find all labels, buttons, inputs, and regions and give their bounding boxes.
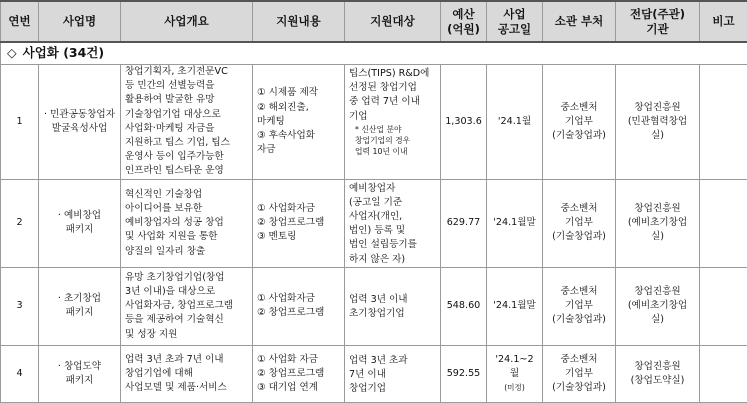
header-budget [441, 1, 487, 42]
bullet-icon: · [58, 210, 61, 221]
header-agency-line2: 기관 [616, 22, 699, 37]
target-line: 7년 이내 [349, 368, 436, 382]
managing-agency [616, 345, 700, 402]
header-notice-line2: 공고일 [487, 22, 542, 37]
budget-value: 592.55 [441, 345, 487, 402]
target-line: 하지 않은 자) [349, 253, 436, 267]
overview-line: 사업화·마케팅 자금을 [125, 122, 248, 136]
overview-line: 예비창업자의 성공 창업 [125, 216, 248, 230]
support-line: ① 시제품 제작 [257, 86, 340, 100]
bullet-icon: · [58, 361, 61, 372]
table-row [1, 65, 747, 180]
bullet-icon: · [44, 109, 47, 120]
agency-line: 창업진흥원 [616, 101, 699, 115]
ministry [543, 345, 616, 402]
diamond-icon: ◇ [7, 45, 17, 60]
overview-line: 사업모델 및 제품·서비스 [125, 381, 248, 395]
ministry-line: (기술창업과) [543, 381, 615, 395]
project-name [39, 179, 121, 267]
header-dept: 소관 부처 [543, 1, 616, 42]
table-row [1, 345, 747, 402]
target-note-line: 창업기업의 경우 [349, 135, 436, 146]
section-label: 사업화 (34건) [23, 45, 104, 60]
overview-line: 유망 초기창업기업(창업 [125, 271, 248, 285]
section-row [1, 42, 747, 65]
ministry-line: 중소벤처 [543, 202, 615, 216]
support-target [345, 179, 441, 267]
target-line: 선정된 창업기업 [349, 81, 436, 95]
row-number: 2 [1, 179, 39, 267]
target-line: 예비창업자 [349, 182, 436, 196]
agency-line: (예비초기창업 [616, 216, 699, 230]
target-line: 법인) 등록 및 [349, 224, 436, 238]
support-line: ③ 대기업 연계 [257, 381, 340, 395]
project-name-line [43, 209, 116, 223]
support-content [253, 65, 345, 180]
overview-line: 등을 제공하여 기술혁신 [125, 313, 248, 327]
overview-line: 인프라인 팁스타운 운영 [125, 164, 248, 178]
support-content [253, 179, 345, 267]
ministry-line: (기술창업과) [543, 230, 615, 244]
header-overview: 사업개요 [121, 1, 253, 42]
managing-agency [616, 179, 700, 267]
budget-value: 548.60 [441, 267, 487, 345]
project-overview [121, 267, 253, 345]
notice-line: 월 [487, 367, 542, 381]
ministry [543, 65, 616, 180]
header-no: 연번 [1, 1, 39, 42]
support-line: ① 사업화 자금 [257, 353, 340, 367]
managing-agency [616, 65, 700, 180]
overview-line: 업력 3년 초과 7년 이내 [125, 353, 248, 367]
target-line: 업력 3년 초과 [349, 354, 436, 368]
project-name-text: 초기창업 [64, 293, 101, 304]
overview-line: 운영사 등이 입주가능한 [125, 150, 248, 164]
notice-line: '24.1월말 [487, 216, 542, 230]
notice-line: '24.1월말 [487, 299, 542, 313]
target-line: 업력 3년 이내 [349, 293, 436, 307]
overview-line: 혁신적인 기술창업 [125, 188, 248, 202]
notice-line: '24.1~2 [487, 353, 542, 367]
project-name-line [43, 108, 116, 122]
target-line: 초기창업기업 [349, 307, 436, 321]
budget-value: 1,303.6 [441, 65, 487, 180]
project-name-line [43, 292, 116, 306]
ministry-line: 중소벤처 [543, 101, 615, 115]
ministry-line: (기술창업과) [543, 313, 615, 327]
overview-line: 창업기업에 대해 [125, 367, 248, 381]
target-line: 법인 설립등기를 [349, 238, 436, 252]
remarks [700, 345, 747, 402]
remarks [700, 179, 747, 267]
support-line: 자금 [257, 143, 340, 157]
row-number: 1 [1, 65, 39, 180]
overview-line: 및 성장 지원 [125, 328, 248, 342]
project-name-line: 발굴육성사업 [43, 122, 116, 136]
overview-line: 지원하고 팁스 기업, 팁스 [125, 136, 248, 150]
agency-line: 창업진흥원 [616, 285, 699, 299]
target-line: (공고일 기준 [349, 196, 436, 210]
overview-line: 아이디어를 보유한 [125, 202, 248, 216]
support-line: 마케팅 [257, 115, 340, 129]
notice-date [487, 65, 543, 180]
table-row [1, 179, 747, 267]
target-line: 사업자(개인, [349, 210, 436, 224]
project-name [39, 345, 121, 402]
target-line: 창업기업 [349, 382, 436, 396]
overview-line: 창업기획자, 초기전문VC [125, 65, 248, 79]
agency-line: 실) [616, 313, 699, 327]
project-name-text: 민관공동창업자 [50, 109, 115, 120]
header-agency [616, 1, 700, 42]
ministry-line: (기술창업과) [543, 129, 615, 143]
support-content [253, 345, 345, 402]
header-support: 지원내용 [253, 1, 345, 42]
support-line: ① 사업화자금 [257, 202, 340, 216]
ministry [543, 179, 616, 267]
remarks [700, 65, 747, 180]
project-name-text: 창업도약 [64, 361, 101, 372]
support-line: ② 창업프로그램 [257, 306, 340, 320]
budget-value: 629.77 [441, 179, 487, 267]
target-line: 기업 [349, 110, 436, 124]
header-target: 지원대상 [345, 1, 441, 42]
overview-line: 3년 이내)을 대상으로 [125, 285, 248, 299]
table-row [1, 267, 747, 345]
overview-line: 사업화자금, 창업프로그램 [125, 299, 248, 313]
remarks [700, 267, 747, 345]
managing-agency [616, 267, 700, 345]
row-number: 4 [1, 345, 39, 402]
header-notice-line1: 사업 [487, 7, 542, 22]
ministry-line: 중소벤처 [543, 353, 615, 367]
target-line: 중 업력 7년 이내 [349, 95, 436, 109]
project-overview [121, 179, 253, 267]
project-name [39, 267, 121, 345]
notice-date [487, 345, 543, 402]
target-note-line: 업력 10년 이내 [349, 146, 436, 157]
agency-line: 창업진흥원 [616, 202, 699, 216]
ministry-line: 기업부 [543, 115, 615, 129]
overview-line: 및 사업화 지원을 통한 [125, 230, 248, 244]
agency-line: 창업진흥원 [616, 360, 699, 374]
notice-date [487, 267, 543, 345]
project-name-line: 패키지 [43, 223, 116, 237]
support-line: ② 창업프로그램 [257, 367, 340, 381]
overview-line: 등 민간의 선별능력을 [125, 79, 248, 93]
project-name-line: 패키지 [43, 306, 116, 320]
notice-tentative: (미정) [487, 381, 542, 395]
section-title [1, 42, 747, 65]
support-target [345, 345, 441, 402]
agency-line: (창업도약실) [616, 374, 699, 388]
header-budget-line2: (억원) [441, 22, 486, 37]
ministry-line: 기업부 [543, 367, 615, 381]
project-name-line: 패키지 [43, 374, 116, 388]
agency-line: 실) [616, 129, 699, 143]
target-line: 팁스(TIPS) R&D에 [349, 67, 436, 81]
support-line: ① 사업화자금 [257, 292, 340, 306]
notice-date [487, 179, 543, 267]
header-budget-line1: 예산 [441, 7, 486, 22]
ministry-line: 기업부 [543, 299, 615, 313]
ministry-line: 중소벤처 [543, 285, 615, 299]
ministry-line: 기업부 [543, 216, 615, 230]
project-name-line [43, 360, 116, 374]
header-agency-line1: 전담(주관) [616, 7, 699, 22]
agency-line: (민관협력창업 [616, 115, 699, 129]
support-target [345, 267, 441, 345]
project-overview [121, 345, 253, 402]
support-line: ② 해외진출, [257, 101, 340, 115]
support-line: ③ 후속사업화 [257, 129, 340, 143]
header-project: 사업명 [39, 1, 121, 42]
overview-line: 기술창업기업 대상으로 [125, 108, 248, 122]
overview-line: 양질의 일자리 창출 [125, 245, 248, 259]
support-target [345, 65, 441, 180]
project-overview [121, 65, 253, 180]
notice-line: '24.1월 [487, 115, 542, 129]
support-line: ③ 멘토링 [257, 230, 340, 244]
header-notice [487, 1, 543, 42]
project-name [39, 65, 121, 180]
agency-line: (예비초기창업 [616, 299, 699, 313]
bullet-icon: · [58, 293, 61, 304]
agency-line: 실) [616, 230, 699, 244]
overview-line: 활용하여 발굴한 유망 [125, 93, 248, 107]
header-note: 비고 [700, 1, 747, 42]
target-note-line: * 신산업 분야 [349, 124, 436, 135]
ministry [543, 267, 616, 345]
header-row [1, 1, 747, 42]
support-content [253, 267, 345, 345]
support-line: ② 창업프로그램 [257, 216, 340, 230]
project-name-text: 예비창업 [64, 210, 101, 221]
row-number: 3 [1, 267, 39, 345]
